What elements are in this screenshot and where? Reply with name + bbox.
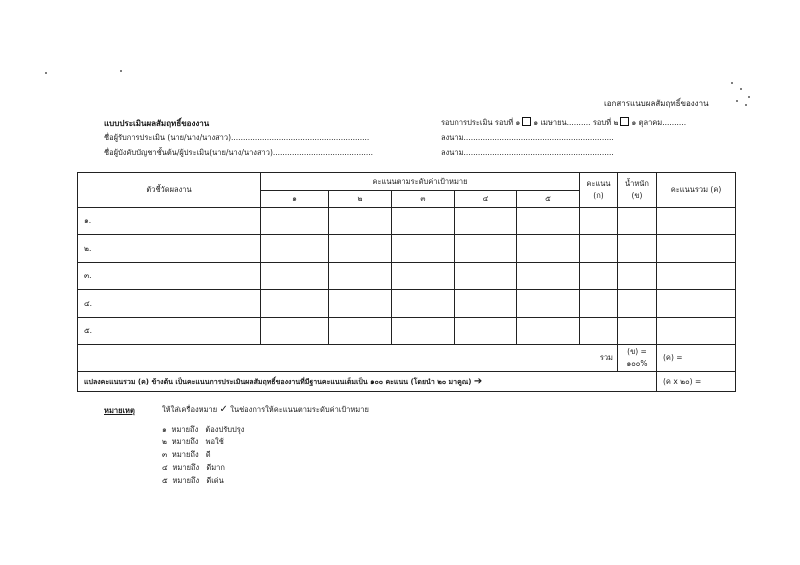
signature-line-2[interactable]: ลงนาม............................................................... [441,148,614,157]
evaluatee-field[interactable]: ชื่อผู้รับการประเมิน (นาย/นาง/นางสาว).......................................................... [104,133,370,142]
level-header: ๔ [455,191,517,208]
arrow-right-icon: ➔ [473,375,483,387]
scan-speck [736,100,738,102]
score-header: คะแนน (ก) [580,173,618,208]
round1-checkbox[interactable] [522,117,531,126]
scan-speck [745,104,747,106]
round1-text: รอบที่ ๑ [494,118,521,127]
round1-date: ๑ เมษายน.......... [533,118,591,127]
round2-checkbox[interactable] [620,117,629,126]
indicator-cell[interactable]: ๑. [78,208,261,235]
note-instruction: ให้ใส่เครื่องหมาย ✓ ในช่องการให้คะแนนตามระดับค่าเป้าหมาย [162,404,369,415]
table-row [78,290,736,318]
table-row [78,235,736,263]
legend-item: ๔ หมายถึง ดีมาก [162,463,225,472]
round-label: รอบการประเมิน [441,118,493,127]
indicator-cell[interactable]: ๔. [78,290,261,318]
level-header: ๓ [392,191,455,208]
checkmark-icon: ✓ [219,404,228,415]
note-title: หมายเหตุ [104,406,135,415]
supervisor-field[interactable]: ชื่อผู้บังคับบัญชาชั้นต้น/ผู้ประเมิน(นาย/นาง/นางสาว).......................................... [104,148,374,157]
evaluation-table [77,172,736,392]
legend-item: ๑ หมายถึง ต้องปรับปรุง [162,425,245,434]
sum-total[interactable]: (ค) = [657,345,736,372]
attachment-label: เอกสารแนบผลสัมฤทธิ์ของงาน [604,99,709,108]
scan-speck [748,96,750,98]
sum-label: รวม [78,345,618,372]
convert-text: แปลงคะแนนรวม (ค) ข้างต้น เป็นคะแนนการประเมินผลสัมฤทธิ์ของงานที่มีฐานคะแนนเต็มเป็น ๑๐๐ คะแนน (โดยนำ ๒๐ มาคูณ) ➔ [78,372,657,392]
form-title: แบบประเมินผลสัมฤทธิ์ของงาน [104,119,210,128]
total-header: คะแนนรวม (ค) [657,173,736,208]
level-header: ๒ [329,191,392,208]
convert-row [78,372,736,392]
table-row [78,318,736,345]
weight-header: น้ำหนัก (ข) [618,173,657,208]
table-row [78,263,736,290]
level-header: ๑ [261,191,329,208]
scan-speck [120,70,122,72]
scan-speck [740,88,742,90]
round-selector [441,117,686,129]
indicator-cell[interactable]: ๒. [78,235,261,263]
round2-text: รอบที่ ๒ [592,118,619,127]
legend-item: ๒ หมายถึง พอใช้ [162,437,224,446]
table-row [78,208,736,235]
sum-row [78,345,736,372]
signature-line-1[interactable]: ลงนาม............................................................... [441,133,614,142]
scan-speck [45,72,47,74]
sum-weight: (ข) = ๑๐๐% [618,345,657,372]
indicator-header: ตัวชี้วัดผลงาน [78,173,261,208]
legend-item: ๓ หมายถึง ดี [162,450,211,459]
indicator-cell[interactable]: ๕. [78,318,261,345]
round2-date: ๑ ตุลาคม.......... [631,118,687,127]
target-header: คะแนนตามระดับค่าเป้าหมาย [261,173,580,191]
convert-formula[interactable]: (ค x ๒๐) = [657,372,736,392]
scan-speck [731,82,733,84]
indicator-cell[interactable]: ๓. [78,263,261,290]
legend-item: ๕ หมายถึง ดีเด่น [162,476,224,485]
level-header: ๕ [517,191,580,208]
